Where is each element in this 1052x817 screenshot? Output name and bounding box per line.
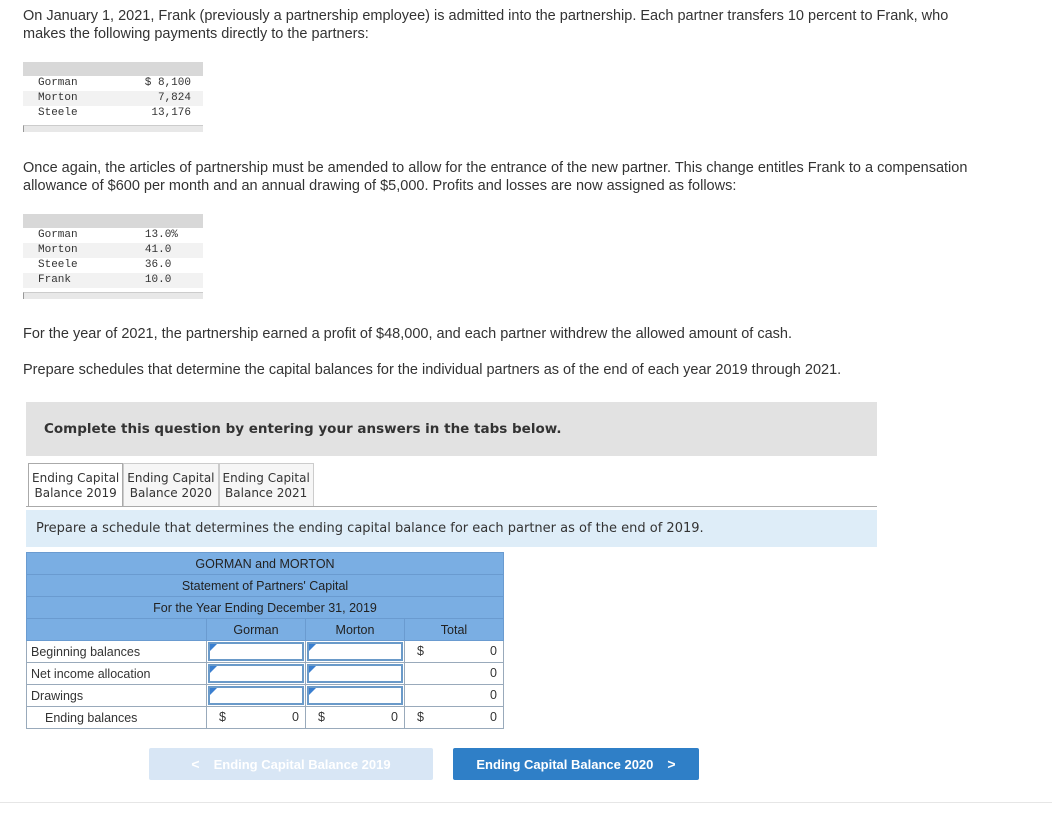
table-row bbox=[27, 641, 504, 663]
chevron-left-icon: < bbox=[191, 756, 200, 772]
tab-divider bbox=[26, 506, 877, 507]
morton-ending: 0 bbox=[391, 710, 398, 724]
instructions-banner: Complete this question by entering your answers in the tabs below. bbox=[26, 402, 877, 456]
tab-bar bbox=[28, 463, 314, 506]
total-currency: $ bbox=[417, 644, 424, 658]
tab-ending-capital-2020[interactable]: Ending Capital Balance 2020 bbox=[123, 463, 218, 506]
payment-row: Steele 13,176 bbox=[38, 107, 191, 119]
allocation-row: Gorman 13.0% bbox=[38, 229, 178, 241]
table-footer bbox=[23, 292, 203, 299]
row-label-drawings: Drawings bbox=[27, 685, 207, 707]
gorman-ending: 0 bbox=[292, 710, 299, 724]
tab-ending-capital-2019[interactable]: Ending Capital Balance 2019 bbox=[28, 463, 123, 506]
gorman-net-income-input[interactable] bbox=[208, 664, 304, 683]
table-row bbox=[27, 663, 504, 685]
row-label-beginning: Beginning balances bbox=[27, 641, 207, 663]
table-row bbox=[27, 685, 504, 707]
morton-beginning-input[interactable] bbox=[307, 642, 403, 661]
payment-row: Gorman $ 8,100 bbox=[38, 77, 191, 89]
next-tab-button[interactable]: Ending Capital Balance 2020 > bbox=[453, 748, 699, 780]
morton-drawings-input[interactable] bbox=[307, 686, 403, 705]
row-label-net-income: Net income allocation bbox=[27, 663, 207, 685]
row-label-ending: Ending balances bbox=[27, 707, 207, 729]
statement-title-1: GORMAN and MORTON bbox=[27, 553, 504, 575]
header-morton: Morton bbox=[306, 619, 405, 641]
footer-divider bbox=[0, 802, 1052, 803]
allocation-row: Frank 10.0 bbox=[23, 273, 203, 288]
gorman-drawings-input[interactable] bbox=[208, 686, 304, 705]
tab-instruction: Prepare a schedule that determines the ending capital balance for each partner as of the end of 2019. bbox=[26, 510, 877, 547]
prev-tab-button[interactable]: < Ending Capital Balance 2019 bbox=[149, 748, 433, 780]
morton-net-income-input[interactable] bbox=[307, 664, 403, 683]
payments-table bbox=[23, 62, 203, 132]
total-beginning: 0 bbox=[490, 644, 497, 658]
header-blank bbox=[27, 619, 207, 641]
intro-paragraph-1: On January 1, 2021, Frank (previously a partnership employee) is admitted into the partnership. Each partner transfers 10 percent to Frank, who makes the following payments directly to the partners: bbox=[23, 8, 949, 42]
allocation-row: Steele 36.0 bbox=[38, 259, 172, 271]
header-gorman: Gorman bbox=[207, 619, 306, 641]
intro-paragraph-2: Once again, the articles of partnership must be amended to allow for the entrance of the new partner. This change entitles Frank to a compensation allowance of $600 per month and an annual drawing of $5,000. Profits and losses are now assigned as follows: bbox=[23, 160, 968, 194]
statement-title-3: For the Year Ending December 31, 2019 bbox=[27, 597, 504, 619]
total-net-income: 0 bbox=[490, 666, 497, 680]
total-drawings: 0 bbox=[490, 688, 497, 702]
intro-paragraph-4: Prepare schedules that determine the capital balances for the individual partners as of the end of each year 2019 through 2021. bbox=[23, 362, 842, 378]
statement-title-2: Statement of Partners' Capital bbox=[27, 575, 504, 597]
chevron-right-icon: > bbox=[667, 756, 676, 772]
table-row: Ending balances $ 0 $ 0 $ 0 bbox=[27, 707, 504, 729]
total-ending: 0 bbox=[490, 710, 497, 724]
tab-ending-capital-2021[interactable]: Ending Capital Balance 2021 bbox=[219, 463, 314, 506]
payment-row: Morton 7,824 bbox=[23, 91, 203, 106]
statement-of-partners-capital bbox=[26, 552, 504, 729]
intro-paragraph-3: For the year of 2021, the partnership earned a profit of $48,000, and each partner withdrew the allowed amount of cash. bbox=[23, 326, 792, 342]
allocation-table bbox=[23, 214, 203, 299]
header-total: Total bbox=[405, 619, 504, 641]
gorman-beginning-input[interactable] bbox=[208, 642, 304, 661]
table-footer bbox=[23, 125, 203, 132]
allocation-row: Morton 41.0 bbox=[23, 243, 203, 258]
